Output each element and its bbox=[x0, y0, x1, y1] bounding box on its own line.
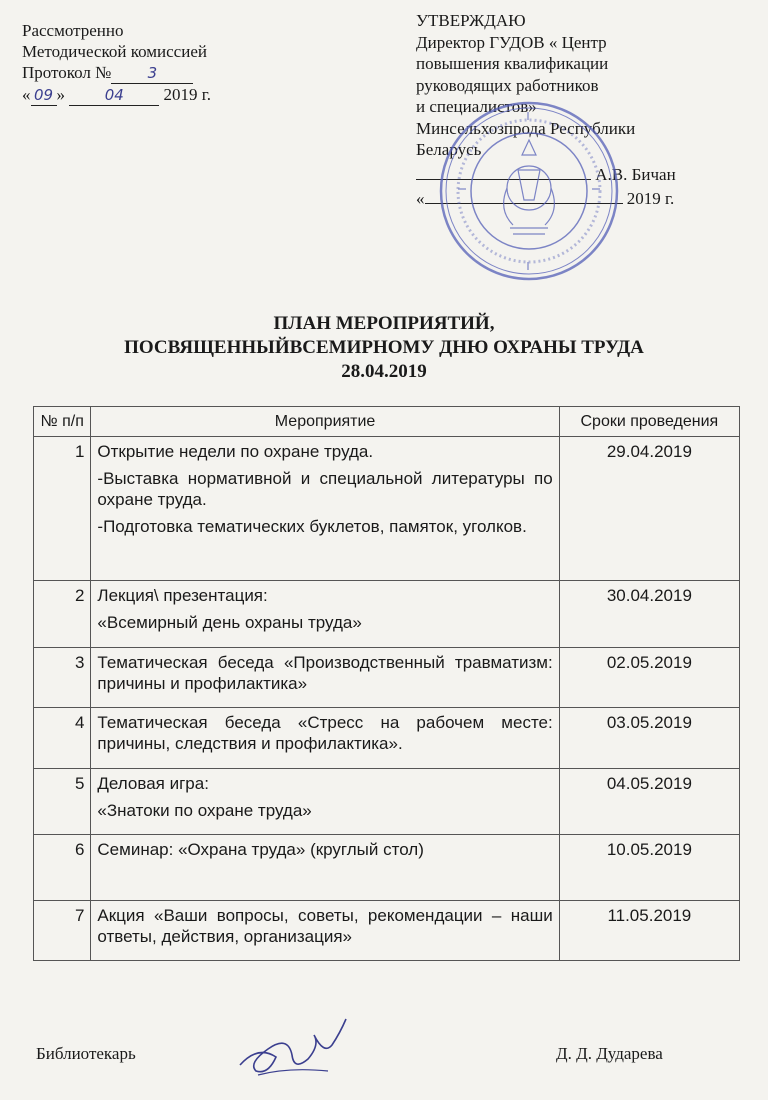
approval-line-1: Директор ГУДОВ « Центр bbox=[416, 32, 607, 52]
row-event bbox=[91, 437, 559, 581]
row-date: 30.04.2019 bbox=[559, 581, 739, 648]
row-date: 29.04.2019 bbox=[559, 437, 739, 581]
approval-date-quote: « bbox=[416, 189, 425, 208]
date-month-field bbox=[69, 87, 159, 106]
row-event bbox=[91, 581, 559, 648]
table-row bbox=[34, 769, 740, 835]
row-num: 2 bbox=[34, 581, 91, 648]
row-event bbox=[91, 648, 559, 708]
approval-line-6: Беларусь bbox=[416, 140, 482, 159]
protocol-number-field bbox=[111, 65, 193, 84]
protocol-number: 3 bbox=[147, 64, 158, 82]
row-date: 02.05.2019 bbox=[559, 648, 739, 708]
row-event bbox=[91, 901, 559, 961]
approval-line-5: Минсельхозпрода Республики bbox=[416, 118, 636, 138]
title-line-1: ПЛАН МЕРОПРИЯТИЙ, bbox=[273, 313, 495, 334]
table-row bbox=[34, 581, 740, 648]
review-date-line bbox=[22, 84, 211, 106]
event-line: Тематическая беседа «Стресс на рабочем месте: причины, следствия и профилактика». bbox=[97, 713, 553, 753]
footer-position: Библиотекарь bbox=[36, 1044, 136, 1063]
date-day-field bbox=[31, 87, 57, 106]
row-num: 6 bbox=[34, 835, 91, 901]
event-line: -Выставка нормативной и специальной литературы по охране труда. bbox=[97, 469, 553, 509]
table-row bbox=[34, 901, 740, 961]
event-line: «Всемирный день охраны труда» bbox=[97, 613, 362, 632]
handwritten-signature-icon bbox=[228, 1005, 358, 1091]
event-line: -Подготовка тематических буклетов, памяток, уголков. bbox=[97, 517, 527, 536]
table-header-row bbox=[34, 407, 740, 437]
event-line: Открытие недели по охране труда. bbox=[97, 442, 374, 461]
row-num: 1 bbox=[34, 437, 91, 581]
approval-date-year: 2019 г. bbox=[626, 189, 675, 208]
review-line-1: Рассмотренно bbox=[22, 21, 124, 40]
row-date: 10.05.2019 bbox=[559, 835, 739, 901]
protocol-line bbox=[22, 62, 211, 84]
approval-signer: А.В. Бичан bbox=[595, 164, 676, 184]
review-block bbox=[22, 20, 211, 106]
row-date: 04.05.2019 bbox=[559, 769, 739, 835]
row-num: 3 bbox=[34, 648, 91, 708]
date-close-quote: » bbox=[56, 85, 65, 104]
table-row bbox=[34, 437, 740, 581]
date-day: 09 bbox=[33, 86, 54, 104]
table-row bbox=[34, 708, 740, 769]
row-num: 7 bbox=[34, 901, 91, 961]
event-line: «Знатоки по охране труда» bbox=[97, 801, 312, 820]
event-line: Деловая игра: bbox=[97, 774, 209, 793]
row-event bbox=[91, 835, 559, 901]
header-date: Сроки проведения bbox=[559, 407, 739, 437]
footer-name: Д. Д. Дударева bbox=[556, 1044, 663, 1063]
approval-line-3: руководящих работников bbox=[416, 75, 599, 95]
approval-line-2: повышения квалификации bbox=[416, 54, 609, 73]
title-line-2: ПОСВЯЩЕННЫЙВСЕМИРНОМУ ДНЮ ОХРАНЫ ТРУДА bbox=[124, 337, 644, 358]
row-event bbox=[91, 708, 559, 769]
protocol-label: Протокол № bbox=[22, 63, 112, 82]
header-event: Мероприятие bbox=[91, 407, 559, 437]
header-num: № п/п bbox=[34, 407, 91, 437]
row-date: 03.05.2019 bbox=[559, 708, 739, 769]
date-open-quote: « bbox=[22, 85, 31, 104]
title-date: 28.04.2019 bbox=[341, 361, 427, 382]
review-line-2: Методической комиссией bbox=[22, 42, 207, 61]
date-month: 04 bbox=[104, 86, 124, 104]
events-table bbox=[33, 406, 740, 961]
official-stamp-icon bbox=[438, 100, 620, 282]
table-row bbox=[34, 835, 740, 901]
event-line: Лекция\ презентация: bbox=[97, 586, 268, 605]
row-date: 11.05.2019 bbox=[559, 901, 739, 961]
event-line: Семинар: «Охрана труда» (круглый стол) bbox=[97, 840, 424, 859]
row-num: 4 bbox=[34, 708, 91, 769]
event-line: Акция «Ваши вопросы, советы, рекомендации – наши ответы, действия, организация» bbox=[97, 906, 553, 946]
table-row bbox=[34, 648, 740, 708]
document-title bbox=[0, 312, 768, 384]
approve-heading: УТВЕРЖДАЮ bbox=[416, 11, 526, 30]
row-event bbox=[91, 769, 559, 835]
event-line: Тематическая беседа «Производственный травматизм: причины и профилактика» bbox=[97, 653, 553, 693]
date-year: 2019 г. bbox=[163, 85, 212, 104]
approval-line-4: и специалистов» bbox=[416, 97, 537, 116]
row-num: 5 bbox=[34, 769, 91, 835]
